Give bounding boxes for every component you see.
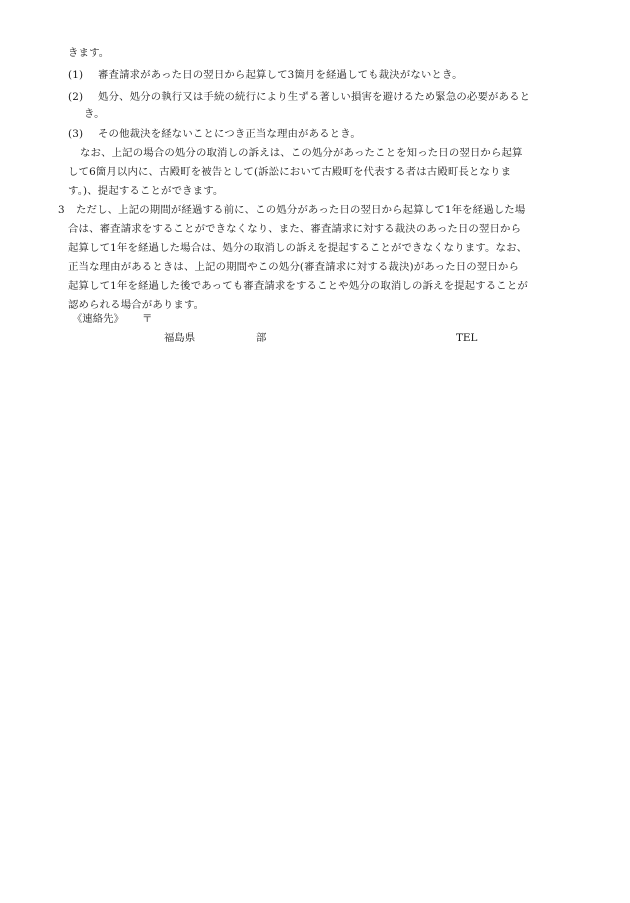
continuation-text: きます。 <box>68 47 110 59</box>
department-text: 部 <box>256 332 267 344</box>
item-text: その他裁決を経ないことにつき正当な理由があるとき。 <box>98 128 361 140</box>
item-text-continued: き。 <box>84 108 105 120</box>
section-number: 3 <box>58 204 65 216</box>
item-number: (1) <box>68 69 84 81</box>
prefecture-text: 福島県 <box>164 332 196 344</box>
section-line: 認められる場合があります。 <box>68 299 205 311</box>
note-line: して6箇月以内に、古殿町を被告として(訴訟において古殿町を代表する者は古殿町長となりま <box>68 166 512 178</box>
postal-mark: 〒 <box>142 313 153 325</box>
section-line: ただし、上記の期間が経過する前に、この処分があった日の翌日から起算して1年を経過した場 <box>76 204 526 216</box>
contact-label: 《連絡先》 <box>72 313 124 325</box>
section-line: 合は、審査請求をすることができなくなり、また、審査請求に対する裁決のあった日の翌日から <box>68 223 522 235</box>
section-line: 起算して1年を経過した後であっても審査請求をすることや処分の取消しの訴えを提起することが <box>68 280 528 292</box>
section-line: 正当な理由があるときは、上記の期間やこの処分(審査請求に対する裁決)があった日の翌日から <box>68 261 520 273</box>
item-text: 処分、処分の執行又は手続の続行により生ずる著しい損害を避けるため緊急の必要があると <box>98 91 531 103</box>
note-line: なお、上記の場合の処分の取消しの訴えは、この処分があったことを知った日の翌日から起算 <box>80 147 523 159</box>
item-number: (2) <box>68 91 84 103</box>
section-line: 起算して1年を経過した場合は、処分の取消しの訴えを提起することができなくなります。なお、 <box>68 242 528 254</box>
item-number: (3) <box>68 128 84 140</box>
note-line: す。)、提起することができます。 <box>68 185 224 197</box>
tel-label: TEL <box>456 332 478 344</box>
item-text: 審査請求があった日の翌日から起算して3箇月を経過しても裁決がないとき。 <box>98 69 463 81</box>
